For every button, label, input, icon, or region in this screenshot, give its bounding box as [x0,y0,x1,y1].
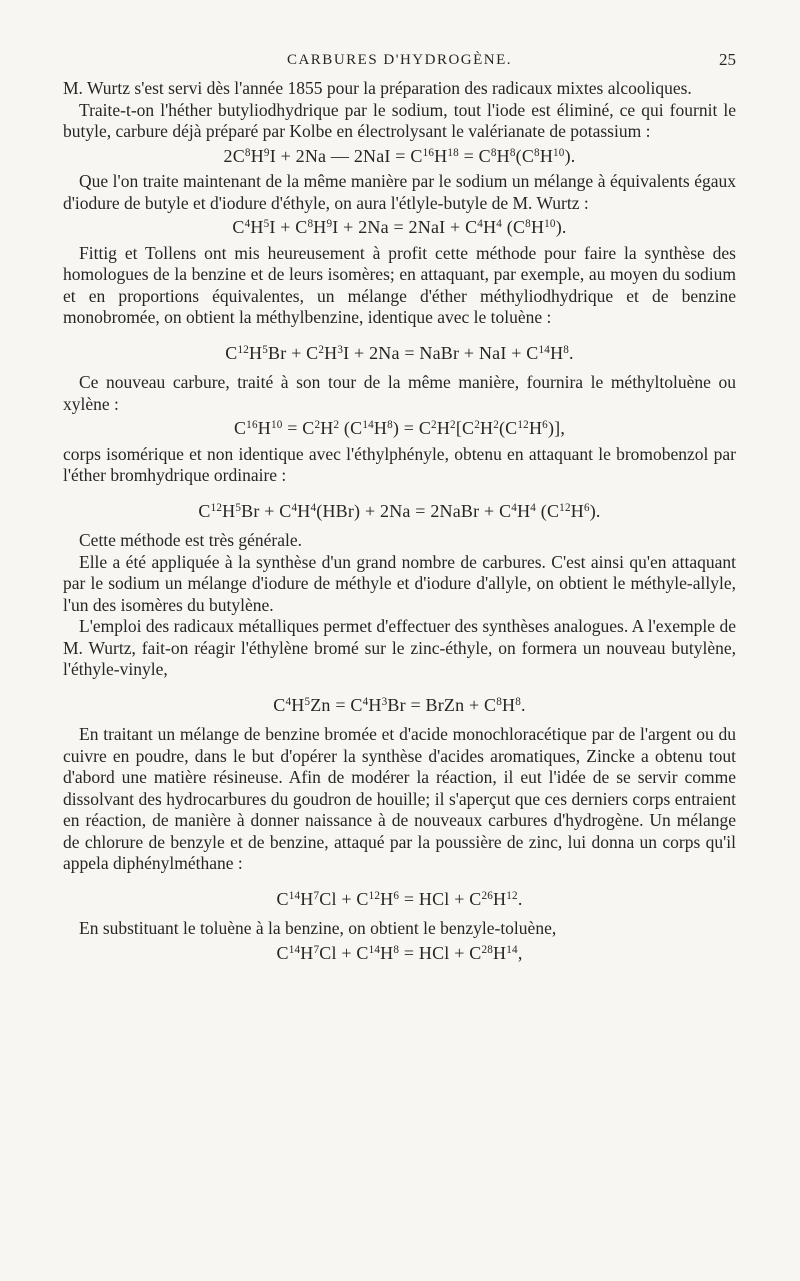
paragraph: L'emploi des radicaux métalliques permet d'effectuer des synthèses analogues. A l'exemple de M. Wurtz, fait-on réagir l'éthylène bromé sur le zinc-éthyle, on formera un nouveau butylène, l'éthyle-vinyle, [63,616,736,679]
formula-superscript: 12 [559,501,571,514]
formula-text: H [380,942,394,963]
formula-text: I + 2Na = 2NaI + C [332,217,478,237]
formula-text: H [324,342,338,363]
formula-superscript: 16 [422,146,435,159]
formula-superscript: 28 [481,943,494,956]
formula-superscript: 4 [244,217,251,230]
formula-text: H [297,500,311,521]
formula-superscript: 5 [235,501,242,514]
chemical-equation [63,695,736,717]
formula-superscript: 3 [337,343,344,356]
chemical-equation [63,343,736,365]
formula-superscript: 26 [481,889,494,902]
formula-superscript: 4 [362,695,369,708]
formula-superscript: 4 [496,217,503,230]
chemical-equation [63,501,736,523]
formula-text: C [232,217,245,237]
formula-text: H [436,418,451,438]
formula-text: (HBr) + 2Na = 2NaBr + C [316,500,512,521]
formula-superscript: 7 [313,889,320,902]
page-body [63,78,736,964]
formula-superscript: 8 [509,146,516,159]
formula-superscript: 12 [506,889,518,902]
page-header [63,48,736,78]
formula-text: H [320,418,334,438]
formula-text: I + C [269,217,308,237]
formula-text: Cl + C [319,942,369,963]
formula-text: H [373,418,388,438]
formula-superscript: 12 [517,418,529,431]
formula-text: H [313,217,327,237]
formula-text: H [528,418,543,438]
paragraph: Elle a été appliquée à la synthèse d'un grand nombre de carbures. C'est ainsi qu'en attaquant par le sodium un mélange d'iodure de méthyle et d'iodure d'allyle, on obtient le méthyle-allyle, l'un des isomères du butylène. [63,551,736,615]
formula-text: H [300,888,314,909]
formula-text: Cl + C [319,888,369,909]
formula-superscript: 2 [431,418,437,431]
formula-text: , [517,942,523,963]
formula-text: C [273,694,286,715]
formula-superscript: 4 [511,501,518,514]
formula-superscript: 6 [542,418,548,431]
formula-superscript: 8 [515,695,522,708]
formula-superscript: 4 [477,217,484,230]
formula-text: (C [498,418,518,438]
formula-text: ). [564,145,576,166]
formula-superscript: 10 [544,217,556,230]
formula-superscript: 5 [304,695,311,708]
formula-text: H [300,942,314,963]
formula-text: = C [282,418,315,438]
formula-superscript: 3 [381,695,388,708]
formula-superscript: 12 [237,343,250,356]
formula-superscript: 4 [310,501,317,514]
formula-text: H [249,342,263,363]
formula-text: )], [547,418,566,438]
formula-text: H [539,145,554,166]
formula-text: C [198,500,211,521]
paragraph: En substituant le toluène à la benzine, on obtient le benzyle-toluène, [79,918,557,938]
chemical-equation [63,418,736,440]
formula-superscript: 2 [318,343,325,356]
paragraph: En traitant un mélange de benzine bromée et d'acide monochloracétique par de l'argent ou du cuivre en poudre, dans le but d'opérer la synthèse d'acides aromatiques, Zincke a obtenu tout d'abord une matière résineuse. Afin de modérer la réaction, il eut l'idée de se servir comme dissolvant des hydrocarbures du goudron de houille; il s'aperçut que ces derniers corps entraient en réaction, de manière à donner naissance à de nouveaux carbures d'hydrogène. Un mélange de chlorure de benzyle et de benzine, attaqué par la poussière de zinc, lui donna un corps qu'il appela diphénylméthane : [63,724,736,873]
formula-text: I + 2Na — 2NaI = C [269,145,423,166]
formula-text: H [493,888,507,909]
formula-text: ). [555,217,567,237]
formula-superscript: 14 [288,889,301,902]
formula-text: = HCl + C [399,942,482,963]
formula-superscript: 18 [447,146,459,159]
chemical-equation [63,217,736,239]
formula-text: C [225,342,238,363]
formula-superscript: 6 [583,501,590,514]
formula-text: (C [515,145,535,166]
formula-superscript: 12 [210,501,223,514]
page-number: 25 [719,50,736,69]
formula-text: Zn = C [310,694,363,715]
formula-text: I + 2Na = NaBr + NaI + C [343,342,539,363]
formula-text: (C [502,217,526,237]
formula-text: H [483,217,497,237]
formula-superscript: 7 [313,943,320,956]
formula-text: H [496,145,510,166]
formula-superscript: 4 [291,501,298,514]
formula-text: [C [455,418,475,438]
formula-superscript: 2 [493,418,499,431]
formula-text: H [291,694,305,715]
formula-text: C [276,888,289,909]
paragraph: Cette méthode est très générale. [79,530,303,550]
formula-text: H [368,694,382,715]
formula-text: = C [458,145,491,166]
formula-superscript: 8 [490,146,497,159]
formula-text: = HCl + C [399,888,482,909]
formula-superscript: 12 [368,889,381,902]
formula-superscript: 8 [534,146,540,159]
running-title: CARBURES D'HYDROGÈNE. [286,52,513,68]
formula-superscript: 14 [362,418,374,431]
formula-text: H [250,217,264,237]
formula-superscript: 14 [368,943,381,956]
formula-text: ) = C [392,418,432,438]
formula-text: C [276,942,289,963]
formula-text: (C [339,418,363,438]
formula-superscript: 5 [263,217,270,230]
paragraph: corps isomérique et non identique avec l'éthylphényle, obtenu en attaquant le bromobenzol par l'éther bromhydrique ordinaire : [63,443,736,485]
formula-superscript: 4 [285,695,292,708]
formula-text: Br + C [268,342,319,363]
formula-text: H [257,418,271,438]
paragraph: Fittig et Tollens ont mis heureusement à profit cette méthode pour faire la synthèse des homologues de la benzine et de leurs isomères; en attaquant, par exemple, au moyen du sodium et en proportions équivalentes, un mélange d'éther méthyliodhydrique et de benzine monobromée, on obtient la méthylbenzine, identique avec le toluène : [63,242,736,327]
paragraph: Que l'on traite maintenant de la même manière par le sodium un mélange à équivalents égaux d'iodure de butyle et d'iodure d'éthyle, on aura l'étlyle-butyle de M. Wurtz : [63,171,736,213]
formula-superscript: 8 [244,146,251,159]
formula-superscript: 9 [263,146,270,159]
formula-superscript: 8 [496,695,503,708]
formula-superscript: 16 [246,418,258,431]
formula-superscript: 2 [450,418,456,431]
formula-superscript: 14 [288,943,301,956]
formula-superscript: 8 [525,217,531,230]
formula-superscript: 10 [553,146,565,159]
paragraph: M. Wurtz s'est servi dès l'année 1855 pour la préparation des radicaux mixtes alcooliques. [63,78,692,98]
formula-superscript: 9 [326,217,333,230]
formula-text: H [550,342,564,363]
formula-text: H [434,145,448,166]
formula-text: . [517,888,523,909]
formula-text: ). [589,500,601,521]
formula-text: H [570,500,584,521]
formula-superscript: 8 [393,943,400,956]
formula-superscript: 10 [270,418,283,431]
formula-superscript: 8 [387,418,393,431]
formula-text: Br + C [241,500,292,521]
formula-text: H [530,217,545,237]
formula-superscript: 14 [538,343,551,356]
formula-superscript: 6 [393,889,400,902]
chemical-equation [63,146,736,168]
formula-text: H [493,942,507,963]
formula-superscript: 2 [333,418,340,431]
chemical-equation [63,943,736,965]
formula-text: H [480,418,494,438]
formula-text: H [250,145,264,166]
formula-text: H [222,500,236,521]
formula-text: H [517,500,531,521]
formula-text: H [380,888,394,909]
formula-text: 2C [223,145,245,166]
formula-superscript: 5 [262,343,268,356]
formula-text: (C [536,500,560,521]
formula-superscript: 14 [506,943,518,956]
chemical-equation [63,889,736,911]
formula-superscript: 8 [307,217,314,230]
formula-text: . [521,694,526,715]
formula-text: . [569,342,574,363]
paragraph: Ce nouveau carbure, traité à son tour de la même manière, fournira le méthyltoluène ou xylène : [63,372,736,414]
formula-superscript: 2 [314,418,321,431]
formula-superscript: 8 [563,343,570,356]
formula-text: H [502,694,516,715]
paragraph: Traite-t-on l'héther butyliodhydrique par le sodium, tout l'iode est éliminé, ce qui fournit le butyle, carbure déjà préparé par Kolbe en électrolysant le valérianate de potassium : [63,99,736,141]
formula-superscript: 4 [530,501,537,514]
formula-superscript: 2 [474,418,480,431]
formula-text: C [233,418,247,438]
formula-text: Br = BrZn + C [387,694,497,715]
